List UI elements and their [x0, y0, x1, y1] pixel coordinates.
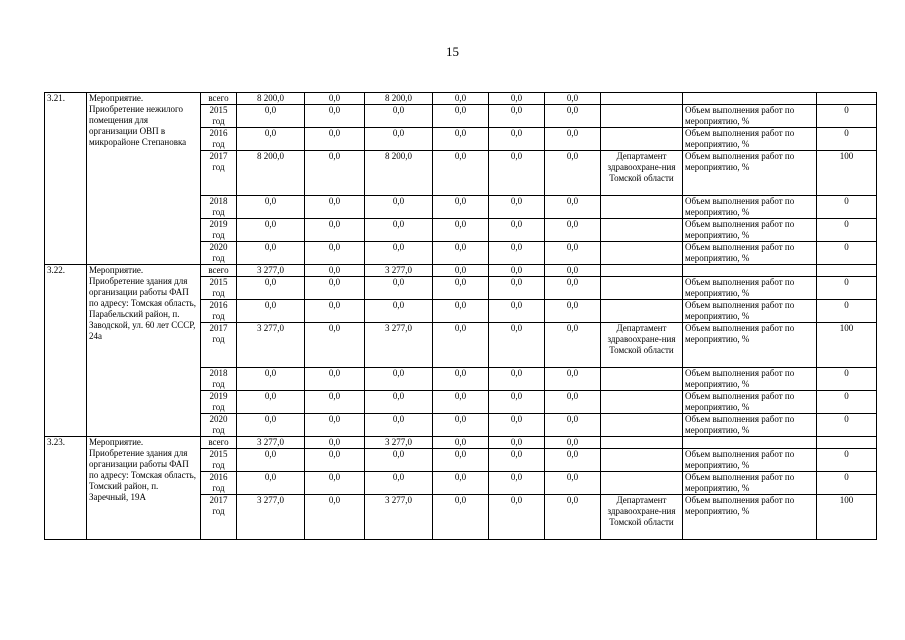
amount-cell: 3 277,0 — [365, 437, 433, 449]
indicator-cell — [683, 265, 817, 277]
amount-cell: 0,0 — [489, 242, 545, 265]
year-cell: 2017 год — [201, 323, 237, 368]
amount-cell: 0,0 — [365, 391, 433, 414]
table-row — [45, 93, 877, 105]
amount-cell: 0,0 — [433, 105, 489, 128]
table-row — [45, 437, 877, 449]
amount-cell: 0,0 — [489, 93, 545, 105]
amount-cell: 0,0 — [365, 196, 433, 219]
target-cell: 0 — [817, 277, 877, 300]
target-cell: 0 — [817, 196, 877, 219]
amount-cell: 0,0 — [365, 472, 433, 495]
amount-cell: 0,0 — [433, 219, 489, 242]
amount-cell: 0,0 — [433, 414, 489, 437]
row-number: 3.23. — [45, 437, 87, 540]
indicator-cell: Объем выполнения работ по мероприятию, % — [683, 368, 817, 391]
amount-cell: 0,0 — [365, 219, 433, 242]
target-cell: 0 — [817, 449, 877, 472]
amount-cell: 0,0 — [489, 196, 545, 219]
amount-cell: 0,0 — [433, 265, 489, 277]
amount-cell: 0,0 — [237, 105, 305, 128]
target-cell: 0 — [817, 368, 877, 391]
amount-cell: 0,0 — [489, 265, 545, 277]
indicator-cell: Объем выполнения работ по мероприятию, % — [683, 449, 817, 472]
amount-cell: 3 277,0 — [365, 495, 433, 540]
amount-cell: 3 277,0 — [237, 495, 305, 540]
amount-cell: 0,0 — [305, 93, 365, 105]
amount-cell: 3 277,0 — [365, 265, 433, 277]
amount-cell: 0,0 — [305, 151, 365, 196]
target-cell: 0 — [817, 105, 877, 128]
amount-cell: 0,0 — [305, 449, 365, 472]
executor-cell — [601, 449, 683, 472]
page-number: 15 — [446, 44, 459, 59]
executor-cell — [601, 472, 683, 495]
amount-cell: 0,0 — [433, 495, 489, 540]
activity-name: Мероприятие. Приобретение нежилого помещения для организации ОВП в микрорайоне Степановка — [87, 93, 201, 265]
amount-cell: 0,0 — [489, 105, 545, 128]
amount-cell: 0,0 — [433, 151, 489, 196]
amount-cell: 0,0 — [545, 265, 601, 277]
amount-cell: 0,0 — [545, 495, 601, 540]
amount-cell: 0,0 — [305, 472, 365, 495]
target-cell: 0 — [817, 219, 877, 242]
year-cell: 2018 год — [201, 368, 237, 391]
executor-cell — [601, 265, 683, 277]
indicator-cell — [683, 437, 817, 449]
amount-cell: 0,0 — [305, 128, 365, 151]
target-cell: 0 — [817, 391, 877, 414]
amount-cell: 0,0 — [305, 219, 365, 242]
amount-cell: 0,0 — [545, 128, 601, 151]
target-cell: 100 — [817, 151, 877, 196]
amount-cell: 0,0 — [433, 93, 489, 105]
executor-cell — [601, 391, 683, 414]
executor-cell — [601, 300, 683, 323]
amount-cell: 0,0 — [489, 151, 545, 196]
amount-cell: 3 277,0 — [365, 323, 433, 368]
activities-table — [44, 92, 877, 540]
amount-cell: 0,0 — [545, 472, 601, 495]
amount-cell: 0,0 — [545, 414, 601, 437]
amount-cell: 0,0 — [365, 414, 433, 437]
executor-cell — [601, 128, 683, 151]
amount-cell: 0,0 — [545, 449, 601, 472]
amount-cell: 0,0 — [489, 391, 545, 414]
row-number: 3.22. — [45, 265, 87, 437]
amount-cell: 0,0 — [305, 323, 365, 368]
amount-cell: 0,0 — [305, 277, 365, 300]
indicator-cell: Объем выполнения работ по мероприятию, % — [683, 196, 817, 219]
amount-cell: 0,0 — [305, 196, 365, 219]
target-cell: 0 — [817, 128, 877, 151]
amount-cell: 0,0 — [237, 277, 305, 300]
year-cell: всего — [201, 265, 237, 277]
target-cell — [817, 93, 877, 105]
activity-name: Мероприятие. Приобретение здания для организации работы ФАП по адресу: Томская область, Парабельский район, п. Заводской, ул. 60 лет СССР, 24а — [87, 265, 201, 437]
target-cell — [817, 437, 877, 449]
year-cell: 2015 год — [201, 449, 237, 472]
amount-cell: 0,0 — [237, 242, 305, 265]
indicator-cell: Объем выполнения работ по мероприятию, % — [683, 323, 817, 368]
indicator-cell: Объем выполнения работ по мероприятию, % — [683, 105, 817, 128]
executor-cell — [601, 105, 683, 128]
amount-cell: 0,0 — [433, 242, 489, 265]
amount-cell: 0,0 — [433, 196, 489, 219]
year-cell: 2019 год — [201, 219, 237, 242]
table-row — [45, 265, 877, 277]
year-cell: 2016 год — [201, 300, 237, 323]
amount-cell: 0,0 — [305, 437, 365, 449]
amount-cell: 0,0 — [237, 368, 305, 391]
target-cell: 100 — [817, 495, 877, 540]
executor-cell — [601, 219, 683, 242]
year-cell: всего — [201, 93, 237, 105]
amount-cell: 0,0 — [433, 323, 489, 368]
target-cell: 0 — [817, 414, 877, 437]
indicator-cell: Объем выполнения работ по мероприятию, % — [683, 414, 817, 437]
activity-name: Мероприятие. Приобретение здания для организации работы ФАП по адресу: Томская область, Томский район, п. Заречный, 19А — [87, 437, 201, 540]
amount-cell: 0,0 — [545, 93, 601, 105]
indicator-cell: Объем выполнения работ по мероприятию, % — [683, 242, 817, 265]
amount-cell: 0,0 — [237, 391, 305, 414]
amount-cell: 0,0 — [305, 391, 365, 414]
amount-cell: 0,0 — [545, 242, 601, 265]
amount-cell: 0,0 — [545, 300, 601, 323]
amount-cell: 0,0 — [489, 414, 545, 437]
amount-cell: 0,0 — [433, 128, 489, 151]
year-cell: 2016 год — [201, 128, 237, 151]
amount-cell: 0,0 — [489, 472, 545, 495]
amount-cell: 0,0 — [433, 368, 489, 391]
executor-cell: Департамент здравоохране-ния Томской области — [601, 323, 683, 368]
executor-cell — [601, 437, 683, 449]
executor-cell: Департамент здравоохране-ния Томской области — [601, 151, 683, 196]
amount-cell: 0,0 — [545, 368, 601, 391]
indicator-cell: Объем выполнения работ по мероприятию, % — [683, 128, 817, 151]
amount-cell: 0,0 — [365, 105, 433, 128]
year-cell: 2018 год — [201, 196, 237, 219]
year-cell: 2017 год — [201, 495, 237, 540]
target-cell — [817, 265, 877, 277]
indicator-cell: Объем выполнения работ по мероприятию, % — [683, 391, 817, 414]
amount-cell: 0,0 — [489, 437, 545, 449]
year-cell: 2016 год — [201, 472, 237, 495]
amount-cell: 0,0 — [237, 300, 305, 323]
year-cell: всего — [201, 437, 237, 449]
amount-cell: 0,0 — [237, 472, 305, 495]
amount-cell: 0,0 — [545, 196, 601, 219]
amount-cell: 0,0 — [237, 196, 305, 219]
amount-cell: 0,0 — [545, 437, 601, 449]
amount-cell: 0,0 — [237, 128, 305, 151]
year-cell: 2020 год — [201, 242, 237, 265]
amount-cell: 8 200,0 — [365, 93, 433, 105]
amount-cell: 0,0 — [545, 105, 601, 128]
amount-cell: 8 200,0 — [237, 151, 305, 196]
year-cell: 2015 год — [201, 105, 237, 128]
amount-cell: 0,0 — [433, 449, 489, 472]
executor-cell — [601, 93, 683, 105]
amount-cell: 8 200,0 — [365, 151, 433, 196]
amount-cell: 0,0 — [433, 277, 489, 300]
amount-cell: 0,0 — [433, 391, 489, 414]
amount-cell: 0,0 — [305, 105, 365, 128]
year-cell: 2020 год — [201, 414, 237, 437]
year-cell: 2019 год — [201, 391, 237, 414]
amount-cell: 0,0 — [545, 151, 601, 196]
amount-cell: 0,0 — [489, 368, 545, 391]
amount-cell: 0,0 — [489, 323, 545, 368]
amount-cell: 0,0 — [365, 300, 433, 323]
target-cell: 0 — [817, 300, 877, 323]
amount-cell: 0,0 — [545, 277, 601, 300]
indicator-cell: Объем выполнения работ по мероприятию, % — [683, 219, 817, 242]
executor-cell — [601, 196, 683, 219]
row-number: 3.21. — [45, 93, 87, 265]
amount-cell: 0,0 — [545, 323, 601, 368]
amount-cell: 0,0 — [489, 495, 545, 540]
target-cell: 0 — [817, 472, 877, 495]
indicator-cell — [683, 93, 817, 105]
executor-cell — [601, 242, 683, 265]
amount-cell: 0,0 — [545, 391, 601, 414]
executor-cell — [601, 414, 683, 437]
amount-cell: 0,0 — [433, 472, 489, 495]
amount-cell: 3 277,0 — [237, 437, 305, 449]
amount-cell: 0,0 — [365, 242, 433, 265]
indicator-cell: Объем выполнения работ по мероприятию, % — [683, 300, 817, 323]
amount-cell: 0,0 — [433, 300, 489, 323]
year-cell: 2015 год — [201, 277, 237, 300]
indicator-cell: Объем выполнения работ по мероприятию, % — [683, 277, 817, 300]
amount-cell: 0,0 — [365, 277, 433, 300]
amount-cell: 0,0 — [489, 128, 545, 151]
indicator-cell: Объем выполнения работ по мероприятию, % — [683, 495, 817, 540]
amount-cell: 0,0 — [237, 219, 305, 242]
amount-cell: 0,0 — [237, 414, 305, 437]
executor-cell — [601, 368, 683, 391]
amount-cell: 3 277,0 — [237, 265, 305, 277]
amount-cell: 0,0 — [305, 300, 365, 323]
amount-cell: 0,0 — [365, 128, 433, 151]
amount-cell: 0,0 — [489, 449, 545, 472]
year-cell: 2017 год — [201, 151, 237, 196]
amount-cell: 0,0 — [365, 449, 433, 472]
amount-cell: 0,0 — [489, 277, 545, 300]
amount-cell: 0,0 — [489, 300, 545, 323]
amount-cell: 0,0 — [433, 437, 489, 449]
amount-cell: 8 200,0 — [237, 93, 305, 105]
executor-cell: Департамент здравоохране-ния Томской области — [601, 495, 683, 540]
amount-cell: 0,0 — [237, 449, 305, 472]
amount-cell: 0,0 — [305, 414, 365, 437]
amount-cell: 0,0 — [365, 368, 433, 391]
executor-cell — [601, 277, 683, 300]
amount-cell: 0,0 — [545, 219, 601, 242]
amount-cell: 0,0 — [305, 242, 365, 265]
amount-cell: 3 277,0 — [237, 323, 305, 368]
indicator-cell: Объем выполнения работ по мероприятию, % — [683, 151, 817, 196]
target-cell: 0 — [817, 242, 877, 265]
amount-cell: 0,0 — [489, 219, 545, 242]
amount-cell: 0,0 — [305, 368, 365, 391]
amount-cell: 0,0 — [305, 495, 365, 540]
indicator-cell: Объем выполнения работ по мероприятию, % — [683, 472, 817, 495]
amount-cell: 0,0 — [305, 265, 365, 277]
target-cell: 100 — [817, 323, 877, 368]
